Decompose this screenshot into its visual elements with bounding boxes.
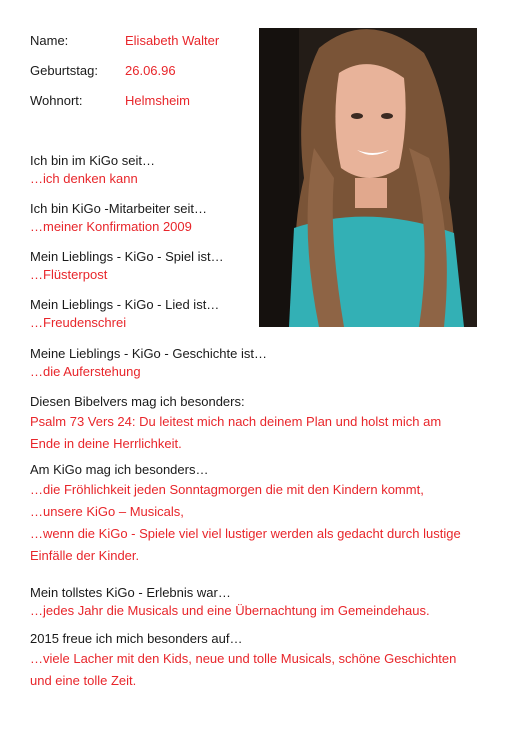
birthday-label: Geburtstag: <box>30 63 98 78</box>
likes-answer-3: …wenn die KiGo - Spiele viel viel lustiger werden als gedacht durch lustige Einfälle der Kinder. <box>30 526 461 563</box>
qa-answer: …die Auferstehung <box>30 364 141 379</box>
birthday-value: 26.06.96 <box>125 63 176 78</box>
name-label: Name: <box>30 33 69 48</box>
name-value: Elisabeth Walter <box>125 33 220 48</box>
qa-item-3 <box>30 248 480 284</box>
bible-verse-question: Diesen Bibelvers mag ich besonders: <box>30 394 245 409</box>
experience-question: Mein tollstes KiGo - Erlebnis war… <box>30 585 231 600</box>
qa-item-4 <box>30 296 480 332</box>
residence-value: Helmsheim <box>125 93 191 108</box>
qa-answer: …ich denken kann <box>30 171 138 186</box>
qa-question: Ich bin KiGo -Mitarbeiter seit… <box>30 201 208 216</box>
likes-section <box>30 461 480 567</box>
experience-answer: …jedes Jahr die Musicals und eine Übernachtung im Gemeindehaus. <box>30 603 430 618</box>
bible-verse-section <box>30 393 480 455</box>
qa-answer: …Freudenschrei <box>30 315 127 330</box>
qa-item-2 <box>30 200 480 236</box>
looking-forward-answer: …viele Lacher mit den Kids, neue und tolle Musicals, schöne Geschichten und eine tolle Zeit. <box>30 651 457 688</box>
qa-item-5 <box>30 345 480 381</box>
bible-verse-answer: Psalm 73 Vers 24: Du leitest mich nach deinem Plan und holst mich am Ende in deine Herrlichkeit. <box>30 414 442 451</box>
likes-answer-2: …unsere KiGo – Musicals, <box>30 504 184 519</box>
looking-forward-question: 2015 freue ich mich besonders auf… <box>30 631 243 646</box>
likes-question: Am KiGo mag ich besonders… <box>30 462 209 477</box>
experience-section <box>30 584 480 620</box>
qa-question: Meine Lieblings - KiGo - Geschichte ist… <box>30 346 267 361</box>
likes-answer-1: …die Fröhlichkeit jeden Sonntagmorgen die mit den Kindern kommt, <box>30 482 424 497</box>
qa-question: Mein Lieblings - KiGo - Spiel ist… <box>30 249 224 264</box>
qa-answer: …Flüsterpost <box>30 267 108 282</box>
residence-label: Wohnort: <box>30 93 83 108</box>
looking-forward-section <box>30 630 480 692</box>
qa-question: Ich bin im KiGo seit… <box>30 153 155 168</box>
qa-item-1 <box>30 152 480 188</box>
qa-question: Mein Lieblings - KiGo - Lied ist… <box>30 297 220 312</box>
qa-answer: …meiner Konfirmation 2009 <box>30 219 192 234</box>
